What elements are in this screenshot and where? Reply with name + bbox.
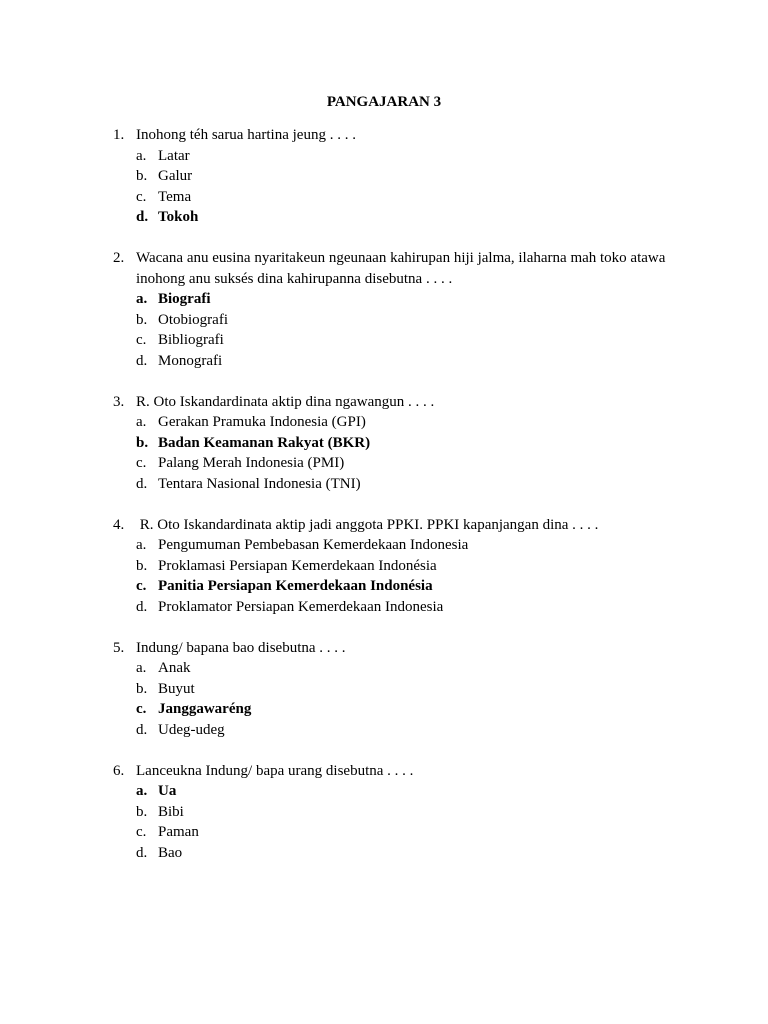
question-4 bbox=[113, 515, 673, 618]
option-text: Palang Merah Indonesia (PMI) bbox=[158, 455, 345, 471]
question-text: Wacana anu eusina nyaritakeun ngeunaan kahirupan hiji jalma, ilaharna mah toko atawa inohong anu suksés dina kahirupanna disebutna . . . . bbox=[136, 250, 670, 287]
option-text: Otobiografi bbox=[158, 311, 228, 328]
question-stem bbox=[113, 125, 673, 146]
answer-option-correct bbox=[113, 289, 673, 310]
option-text: Proklamasi Persiapan Kemerdekaan Indonésia bbox=[158, 557, 437, 574]
option-letter: b. bbox=[136, 557, 148, 574]
question-number: 6. bbox=[113, 762, 125, 779]
option-text: Pengumuman Pembebasan Kemerdekaan Indonesia bbox=[158, 537, 469, 553]
option-text: Tentara Nasional Indonesia (TNI) bbox=[158, 475, 361, 492]
option-text: Panitia Persiapan Kemerdekaan Indonésia bbox=[158, 578, 433, 594]
answer-option bbox=[113, 412, 673, 433]
answer-option bbox=[113, 330, 673, 351]
option-text: Latar bbox=[158, 147, 190, 164]
option-letter: a. bbox=[136, 660, 147, 676]
option-text: Biografi bbox=[158, 291, 211, 307]
answer-option bbox=[113, 310, 673, 331]
option-letter: a. bbox=[136, 147, 147, 164]
option-text: Monografi bbox=[158, 352, 223, 369]
option-letter: a. bbox=[136, 537, 147, 553]
option-text: Proklamator Persiapan Kemerdekaan Indonesia bbox=[158, 598, 444, 615]
question-1 bbox=[113, 125, 673, 228]
answer-option bbox=[113, 146, 673, 167]
option-text: Udeg-udeg bbox=[158, 721, 225, 738]
option-letter: a. bbox=[136, 783, 148, 799]
question-text: R. Oto Iskandardinata aktip dina ngawangun . . . . bbox=[136, 393, 435, 410]
option-letter: c. bbox=[136, 701, 147, 717]
option-text: Galur bbox=[158, 168, 193, 184]
option-letter: d. bbox=[136, 209, 149, 225]
option-letter: c. bbox=[136, 332, 147, 348]
option-text: Ua bbox=[158, 783, 177, 799]
answer-option bbox=[113, 351, 673, 372]
answer-option bbox=[113, 802, 673, 823]
option-text: Tokoh bbox=[158, 209, 199, 225]
answer-option bbox=[113, 556, 673, 577]
answer-option-correct bbox=[113, 576, 673, 597]
answer-option bbox=[113, 843, 673, 864]
option-letter: c. bbox=[136, 455, 147, 471]
option-letter: b. bbox=[136, 680, 148, 697]
answer-option bbox=[113, 679, 673, 700]
option-text: Anak bbox=[158, 660, 191, 676]
option-letter: b. bbox=[136, 434, 149, 451]
answer-option bbox=[113, 453, 673, 474]
question-text: Inohong téh sarua hartina jeung . . . . bbox=[136, 127, 356, 143]
option-letter: c. bbox=[136, 578, 147, 594]
question-stem bbox=[113, 392, 673, 413]
option-letter: a. bbox=[136, 414, 147, 430]
question-number: 5. bbox=[113, 639, 125, 656]
option-text: Bibliografi bbox=[158, 332, 224, 348]
option-letter: c. bbox=[136, 824, 147, 840]
option-letter: b. bbox=[136, 311, 148, 328]
answer-option bbox=[113, 720, 673, 741]
question-number: 2. bbox=[113, 250, 125, 266]
option-text: Janggawaréng bbox=[158, 701, 252, 717]
question-6 bbox=[113, 761, 673, 864]
question-5 bbox=[113, 638, 673, 741]
question-stem bbox=[113, 248, 673, 289]
option-letter: b. bbox=[136, 803, 148, 820]
option-text: Bao bbox=[158, 844, 183, 861]
question-list bbox=[113, 125, 673, 884]
option-letter: d. bbox=[136, 721, 148, 738]
question-2 bbox=[113, 248, 673, 371]
option-letter: d. bbox=[136, 598, 148, 615]
option-text: Tema bbox=[158, 188, 192, 205]
page-title: PANGAJARAN 3 bbox=[326, 94, 442, 110]
question-stem bbox=[113, 515, 673, 536]
option-letter: d. bbox=[136, 475, 148, 492]
answer-option bbox=[113, 166, 673, 187]
question-number: 1. bbox=[113, 127, 125, 143]
option-letter: d. bbox=[136, 844, 148, 861]
option-text: Badan Keamanan Rakyat (BKR) bbox=[158, 434, 371, 451]
question-stem bbox=[113, 638, 673, 659]
answer-option bbox=[113, 187, 673, 208]
question-stem bbox=[113, 761, 673, 782]
answer-option bbox=[113, 474, 673, 495]
option-letter: b. bbox=[136, 168, 148, 184]
question-number: 3. bbox=[113, 393, 125, 410]
option-letter: c. bbox=[136, 188, 147, 205]
option-text: Buyut bbox=[158, 680, 195, 697]
answer-option-correct bbox=[113, 207, 673, 228]
question-text: Indung/ bapana bao disebutna . . . . bbox=[136, 639, 346, 656]
question-text: Lanceukna Indung/ bapa urang disebutna . . . . bbox=[136, 762, 414, 779]
option-letter: a. bbox=[136, 291, 148, 307]
option-text: Bibi bbox=[158, 803, 184, 820]
answer-option-correct bbox=[113, 781, 673, 802]
option-letter: d. bbox=[136, 352, 148, 369]
answer-option bbox=[113, 535, 673, 556]
answer-option bbox=[113, 658, 673, 679]
answer-option bbox=[113, 822, 673, 843]
answer-option-correct bbox=[113, 699, 673, 720]
question-number: 4. bbox=[113, 516, 125, 533]
question-3 bbox=[113, 392, 673, 495]
option-text: Paman bbox=[158, 824, 199, 840]
option-text: Gerakan Pramuka Indonesia (GPI) bbox=[158, 414, 366, 430]
answer-option-correct bbox=[113, 433, 673, 454]
question-text: R. Oto Iskandardinata aktip jadi anggota PPKI. PPKI kapanjangan dina . . . . bbox=[136, 516, 599, 533]
answer-option bbox=[113, 597, 673, 618]
